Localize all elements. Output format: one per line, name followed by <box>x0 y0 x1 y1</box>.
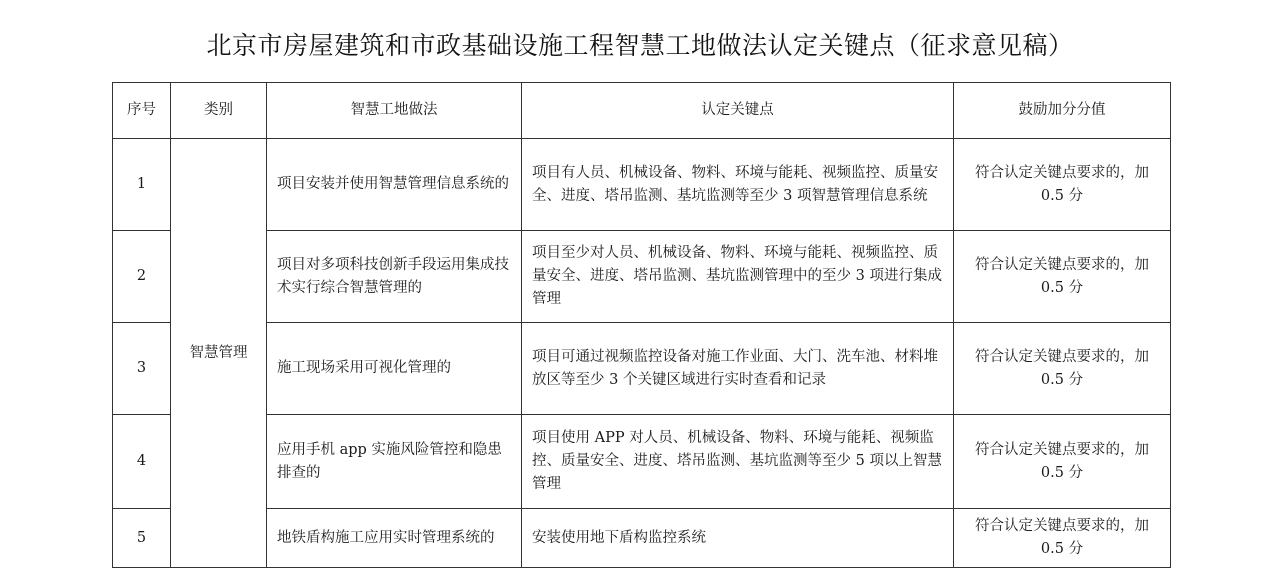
table-row <box>113 509 1171 568</box>
header-category: 类别 <box>171 83 267 139</box>
table-row <box>113 323 1171 415</box>
bonus-cell: 符合认定关键点要求的，加 0.5 分 <box>954 139 1171 231</box>
row-number: 3 <box>113 323 171 415</box>
method-cell: 应用手机 app 实施风险管控和隐患排查的 <box>267 415 522 509</box>
table-row <box>113 139 1171 231</box>
row-number: 4 <box>113 415 171 509</box>
row-number: 5 <box>113 509 171 568</box>
table-row <box>113 231 1171 323</box>
row-number: 2 <box>113 231 171 323</box>
key-points-cell: 项目至少对人员、机械设备、物料、环境与能耗、视频监控、质量安全、进度、塔吊监测、基坑监测管理中的至少 3 项进行集成管理 <box>522 231 954 323</box>
category-cell: 智慧管理 <box>171 139 267 568</box>
header-bonus: 鼓励加分分值 <box>954 83 1171 139</box>
document-title: 北京市房屋建筑和市政基础设施工程智慧工地做法认定关键点（征求意见稿） <box>206 31 1074 60</box>
method-cell: 项目安装并使用智慧管理信息系统的 <box>267 139 522 231</box>
bonus-cell: 符合认定关键点要求的，加 0.5 分 <box>954 509 1171 568</box>
key-points-cell: 安装使用地下盾构监控系统 <box>522 509 954 568</box>
header-num: 序号 <box>113 83 171 139</box>
method-cell: 项目对多项科技创新手段运用集成技术实行综合智慧管理的 <box>267 231 522 323</box>
bonus-cell: 符合认定关键点要求的，加 0.5 分 <box>954 323 1171 415</box>
bonus-cell: 符合认定关键点要求的，加 0.5 分 <box>954 415 1171 509</box>
key-points-cell: 项目有人员、机械设备、物料、环境与能耗、视频监控、质量安全、进度、塔吊监测、基坑监测等至少 3 项智慧管理信息系统 <box>522 139 954 231</box>
header-key-points: 认定关键点 <box>522 83 954 139</box>
table-header-row <box>113 83 1171 139</box>
table-row <box>113 415 1171 509</box>
row-number: 1 <box>113 139 171 231</box>
method-cell: 地铁盾构施工应用实时管理系统的 <box>267 509 522 568</box>
key-points-cell: 项目可通过视频监控设备对施工作业面、大门、洗车池、材料堆放区等至少 3 个关键区域进行实时查看和记录 <box>522 323 954 415</box>
header-method: 智慧工地做法 <box>267 83 522 139</box>
key-points-table <box>112 82 1171 568</box>
bonus-cell: 符合认定关键点要求的，加 0.5 分 <box>954 231 1171 323</box>
method-cell: 施工现场采用可视化管理的 <box>267 323 522 415</box>
key-points-cell: 项目使用 APP 对人员、机械设备、物料、环境与能耗、视频监控、质量安全、进度、塔吊监测、基坑监测等至少 5 项以上智慧管理 <box>522 415 954 509</box>
